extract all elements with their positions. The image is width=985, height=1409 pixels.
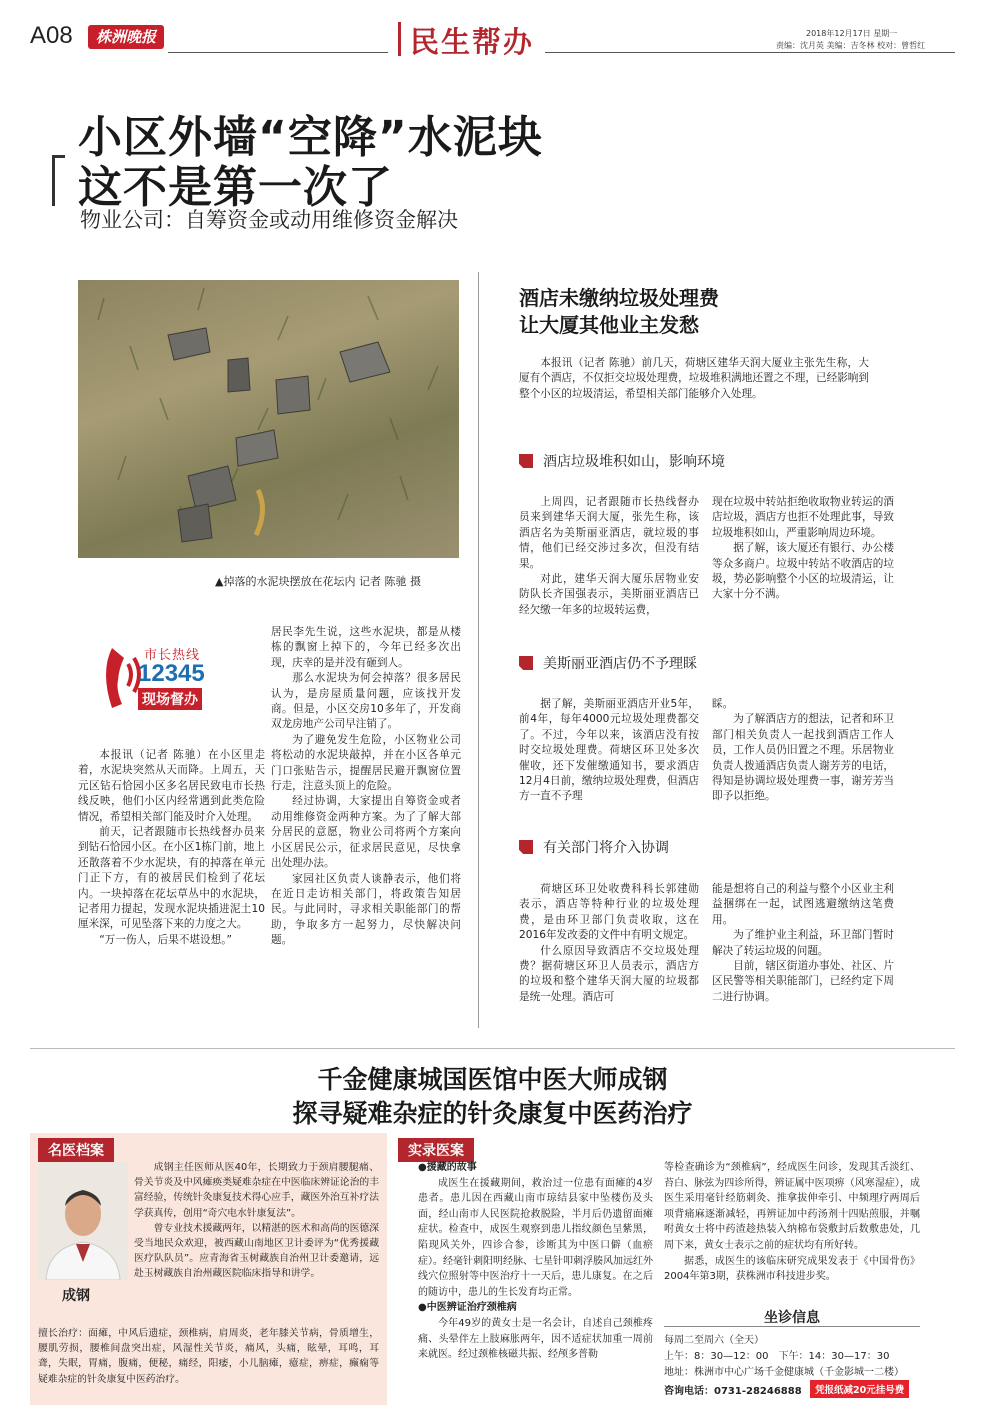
- hotel-section-3-left: [519, 882, 699, 1005]
- paragraph: 上周四，记者跟随市长热线督办员来到建华天润大厦，张先生称，该酒店名为美斯丽亚酒店，就垃圾的事情，他们已经交涉过多次，但没有结果。: [519, 496, 699, 570]
- section-title: 民生帮办: [410, 25, 535, 59]
- paragraph: 曾专业技术援藏两年，以精湛的医术和高尚的医德深受当地民众欢迎，被西藏山南地区卫计委评为“优秀援藏医疗队队员”。应青海省玉树藏族自治州卫计委邀请，远赴玉树藏族自治州藏医院临床指导和讲学。: [134, 1222, 379, 1280]
- paragraph: 那么水泥块为何会掉落？很多居民认为，是房屋质量问题，应该找开发商。但是，小区交房10多年了，开发商双龙房地产公司早注销了。: [271, 672, 461, 731]
- concrete-block: [188, 466, 236, 510]
- masthead-rule-left: [168, 52, 388, 53]
- paragraph: 成钢主任医师从医40年，长期致力于颈肩腰腿痛、骨关节炎及中风瘫痪类疑难杂症在中医临床辨证论治的丰富经验，传统针灸康复技术得心应手，藏医外治互补疗法学获真传，创用“奇穴电水针康复法”。: [134, 1162, 379, 1219]
- profile-text: [134, 1160, 379, 1282]
- hotel-section-1-heading: [519, 451, 725, 471]
- paper-name: 株洲晚报: [95, 28, 156, 46]
- main-story-col-2: [271, 625, 461, 949]
- doctor-name: 成钢: [62, 1288, 90, 1304]
- photo-caption: ▲掉落的水泥块摆放在花坛内 记者 陈驰 摄: [215, 575, 421, 588]
- section-marker: [519, 840, 533, 854]
- paragraph: 据了解，美斯丽亚酒店开业5年，前4年，每年4000元垃圾处理费都交了。不过，今年以来，该酒店没有按时交垃圾处理费。荷塘区环卫处多次催收，还下发催缴通知书，要求酒店12月4日前，缴纳垃圾处理费，但酒店方一直不予理: [519, 698, 699, 803]
- clinic-badge: 凭报纸减20元挂号费: [810, 1380, 909, 1398]
- paragraph: 为了解酒店方的想法，记者和环卫部门相关负责人一起找到酒店工作人员，工作人员仍旧置之不理。乐居物业负责人拨通酒店负责人谢芳芳的电话，得知是协调垃圾处理费一事，谢芳芳当即予以拒绝。: [712, 713, 894, 803]
- clinic-address: 地址：株洲市中心广场千金健康城（千金影城一二楼）: [664, 1367, 904, 1378]
- clinic-info-title: 坐诊信息: [764, 1310, 820, 1326]
- concrete-block: [340, 342, 390, 382]
- main-headline-line-1: 小区外墙“空降”水泥块: [78, 112, 543, 163]
- hotel-section-3-heading: [519, 837, 669, 857]
- hotel-headline-line-1: 酒店未缴纳垃圾处理费: [519, 286, 719, 310]
- hotel-headline-line-2: 让大厦其他业主发愁: [519, 313, 699, 337]
- main-headline-bracket: [52, 155, 65, 206]
- hotline-tag: 现场督办: [138, 688, 202, 710]
- paragraph: 什么原因导致酒店不交垃圾处理费？据荷塘区环卫人员表示，酒店方的垃圾和整个建华天润大厦的垃圾都是统一处理。酒店可: [519, 944, 699, 1003]
- ad-top-rule: [30, 1048, 955, 1049]
- photo-scene: [78, 280, 459, 558]
- case-tag: 实录医案: [398, 1138, 474, 1162]
- hotel-lead: [519, 356, 869, 402]
- paragraph: 居民李先生说，这些水泥块，都是从楼栋的飘窗上掉下的，今年已经多次出现，庆幸的是并没有砸到人。: [271, 626, 461, 669]
- paragraph: 睬。: [712, 698, 734, 710]
- news-photo: [78, 280, 459, 558]
- paragraph: 对此，建华天润大厦乐居物业安防队长齐国强表示，美斯丽亚酒店已经欠缴一年多的垃圾转运费，: [519, 573, 699, 616]
- section-marker: [519, 656, 533, 670]
- section-title: 美斯丽亚酒店仍不予理睬: [543, 656, 697, 672]
- case-col-1: [418, 1160, 653, 1363]
- concrete-block: [178, 504, 212, 542]
- page-number: A08: [30, 22, 73, 49]
- paragraph: 本报讯（记者 陈驰）在小区里走着，水泥块突然从天而降。上周五，天元区钻石恰园小区多名居民致电市长热线反映，他们小区内经常遇到此类危险情况，希望相关部门能及时介入处理。: [78, 749, 265, 823]
- paragraph: 据悉，成医生的该临床研究成果发表于《中国骨伤》2004年第3期，获株洲市科技进步奖。: [664, 1255, 920, 1283]
- paragraph: 荷塘区环卫处收费科科长郭建勋表示，酒店等特种行业的垃圾处理费，是由环卫部门负责收取，这在2016年发改委的文件中有明文规定。: [519, 883, 699, 942]
- paragraph: 经过协调，大家提出自筹资金或者动用维修资金两种方案。为了了解大部分居民的意愿，物业公司将两个方案向小区居民公示，征求居民意见，尽快拿出处理办法。: [271, 795, 461, 870]
- masthead: [0, 0, 985, 60]
- paragraph: 为了避免发生危险，小区物业公司将松动的水泥块敲掉，并在小区各单元门口张贴告示，提醒居民避开飘窗位置行走，注意头顶上的危险。: [271, 733, 461, 793]
- paragraph: 本报讯（记者 陈驰）前几天，荷塘区建华天润大厦业主张先生称，大厦有个酒店，不仅拒交垃圾处理费，垃圾堆积满地还置之不理，已经影响到整个小区的垃圾清运，希望相关部门能够介入处理。: [519, 357, 869, 400]
- case-title: ●中医辨证治疗颈椎病: [418, 1302, 517, 1314]
- paragraph: 为了维护业主利益，环卫部门暂时解决了转运垃圾的问题。: [712, 929, 894, 957]
- doctor-portrait: [38, 1162, 128, 1280]
- ad-headline-line-2: 探寻疑难杂症的针灸康复中医药治疗: [292, 1099, 693, 1128]
- section-marker: [519, 454, 533, 468]
- hotel-section-2-left: [519, 697, 699, 805]
- clinic-days: 每周二至周六（全天）: [664, 1335, 764, 1346]
- hotline-number: 12345: [138, 660, 205, 687]
- clinic-hours: 上午：8：30—12：00 下午：14：30—17：30: [664, 1351, 890, 1362]
- paragraph: 成医生在援藏期间，救治过一位患有面瘫的4岁患者。患儿因在西藏山南市琼结县家中坠楼伤及头面，经山南市人民医院抢救脱险，半月后仍遗留面瘫症状。检查中，成医生观察到患儿指纹颜色呈紫黑，陷现风关外，四诊合参，诊断其为中医口僻（血瘀症）。经毫针刺阳明经脉、七星针叩刺浮腠风加远红外线穴位照射等中医治疗十一天后，患儿康复。在之后的随访中，患儿的生长发育均正常。: [418, 1177, 653, 1298]
- hotline-label: 市长热线: [144, 648, 201, 663]
- paragraph: 现在垃圾中转站拒绝收取物业转运的酒店垃圾，酒店方也拒不处理此事，导致垃圾堆积如山，严重影响周边环境。: [712, 496, 894, 539]
- hotel-section-3-right: [712, 882, 894, 1005]
- paragraph: 前天，记者跟随市长热线督办员来到钻石恰园小区。在小区1栋门前，地上还散落着不少水泥块，有的掉落在单元门正下方，有的被居民们检到了花坛内。一块掉落在花坛草丛中的水泥块，记者用力提起，发现水泥块插进泥土10厘米深，可见坠落下来的力度之大。: [78, 826, 265, 931]
- hotel-section-1-left: [519, 495, 699, 618]
- hotel-section-2-heading: [519, 653, 697, 673]
- paragraph: 等检查确诊为“颈椎病”，经成医生问诊，发现其舌淡红、苔白、脉弦为四诊所得，辨证属中医项痹（风寒湿症），成医生采用毫针经筋刺灸、推拿拔伸牵引、中频理疗两周后项背痛麻逐渐减轻，再辨证加中药汤剂十四贴煎服，并嘱咐黄女士将中药渣趁热装入纳棉布袋敷封后数敷患处，几周下来，黄女士表示之前的症状均有所好转。: [664, 1162, 920, 1251]
- paragraph: “万一伤人，后果不堪设想。”: [99, 933, 232, 946]
- case-col-2: [664, 1160, 920, 1285]
- case-title: ●援藏的故事: [418, 1162, 477, 1173]
- clinic-phone: 咨询电话：0731-28246888: [664, 1386, 802, 1397]
- paper-logo: [88, 25, 164, 49]
- column-divider: [478, 272, 479, 1028]
- hotel-section-1-right: [712, 495, 894, 603]
- hotel-section-2-right: [712, 697, 894, 805]
- concrete-block: [228, 358, 250, 392]
- paragraph: 今年49岁的黄女士是一名会计，自述自己颈椎疼痛、头晕伴左上肢麻胀两年，因不适症状加重一周前来就医。经过颈椎核磁共振、经颅多普勒: [418, 1317, 653, 1361]
- main-headline-line-2: 这不是第一次了: [78, 162, 393, 213]
- section-divider: [398, 22, 401, 56]
- concrete-block: [276, 376, 310, 414]
- paragraph: 据了解，该大厦还有银行、办公楼等众多商户。垃圾中转站不收酒店的垃圾，势必影响整个小区的垃圾清运，让大家十分不满。: [712, 542, 894, 601]
- section-title: 有关部门将介入协调: [543, 840, 669, 856]
- editor-credits: 责编：沈月英 美编：吉冬林 校对：曾哲红: [776, 41, 926, 50]
- main-subhead: 物业公司：自筹资金或动用维修资金解决: [80, 208, 458, 232]
- paragraph: 能是想将自己的利益与整个小区业主利益捆绑在一起，试图逃避缴纳这笔费用。: [712, 883, 894, 926]
- paragraph: 家园社区负责人谈静表示，他们将在近日走访相关部门，将政策告知居民。与此同时，寻求相关职能部门的帮助，争取多方一起努力，尽快解决问题。: [271, 872, 461, 947]
- issue-date: 2018年12月17日 星期一: [806, 29, 898, 38]
- ad-headline-line-1: 千金健康城国医馆中医大师成钢: [317, 1065, 668, 1094]
- concrete-block: [168, 328, 210, 360]
- specialty-text: 擅长治疗：面瘫，中风后遗症，颈椎病，肩周炎，老年膝关节病，骨质增生，腰肌劳损，腰椎间盘突出症，风湿性关节炎，痛风，头痛，眩晕，耳鸣，耳聋，失眠，胃痛，腹痛，便秘，痛经，阳痿，小儿脑瘫，癔症，痹症，癫痫等疑难杂症的针灸康复中医药治疗。: [38, 1328, 379, 1385]
- leaf: [256, 490, 263, 535]
- profile-tag: 名医档案: [38, 1138, 114, 1162]
- concrete-block: [236, 430, 278, 466]
- section-title: 酒店垃圾堆积如山，影响环境: [543, 454, 725, 470]
- grass-texture: [98, 288, 438, 530]
- hotline-logo: [98, 640, 228, 720]
- doctor-photo: [38, 1162, 128, 1280]
- clinic-info-rule: [664, 1326, 920, 1327]
- paragraph: 目前，辖区街道办事处、社区、片区民警等相关职能部门，已经约定下周二进行协调。: [712, 960, 894, 1003]
- masthead-rule-right: [545, 52, 955, 53]
- main-story-col-1: [78, 748, 265, 948]
